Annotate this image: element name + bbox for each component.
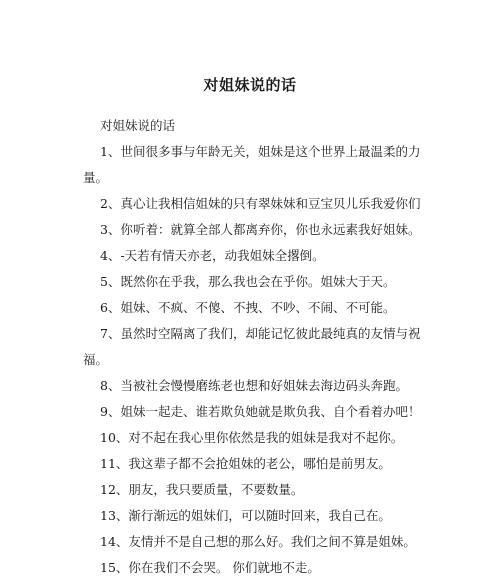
document-body (83, 113, 430, 581)
list-item: 8、当被社会慢慢磨练老也想和好姐妹去海边码头奔跑。 (100, 378, 408, 393)
document-title: 对姐妹说的话 (203, 76, 297, 94)
list-item-continuation: 量。 (83, 170, 109, 185)
list-item: 1、世间很多事与年龄无关，姐妹是这个世界上最温柔的力 (100, 144, 421, 159)
document-subtitle: 对姐妹说的话 (100, 118, 176, 133)
list-item: 12、朋友，我只要质量，不要数量。 (100, 482, 304, 497)
list-item: 5、既然你在乎我，那么我也会在乎你。姐妹大于天。 (100, 274, 396, 289)
list-item: 9、姐妹一起走、谁若欺负她就是欺负我、自个看着办吧！ (100, 404, 421, 419)
list-item: 11、我这辈子都不会抢姐妹的老公，哪怕是前男友。 (100, 456, 391, 471)
list-item: 15、你在我们不会哭。 你们就地不走。 (100, 560, 320, 575)
list-item: 10、对不起在我心里你依然是我的姐妹是我对不起你。 (100, 430, 404, 445)
list-item: 2、真心让我相信姐妹的只有翠妹妹和豆宝贝儿乐我爱你们 (100, 196, 421, 211)
list-item: 14、友情并不是自己想的那么好。我们之间不算是姐妹。 (100, 534, 416, 549)
list-item: 7、虽然时空隔离了我们，却能记忆彼此最纯真的友情与祝 (100, 326, 421, 341)
list-item: 3、你听着：就算全部人都离弃你，你也永远素我好姐妹。 (100, 222, 421, 237)
list-item: 4、-天若有情天亦老，动我姐妹全撂倒。 (100, 248, 325, 263)
list-item: 13、渐行渐远的姐妹们，可以随时回来，我自己在。 (100, 508, 391, 523)
list-item-continuation: 福。 (83, 352, 109, 367)
list-item: 6、姐妹、不疯、不傻、不拽、不吵、不闹、不可能。 (100, 300, 396, 315)
